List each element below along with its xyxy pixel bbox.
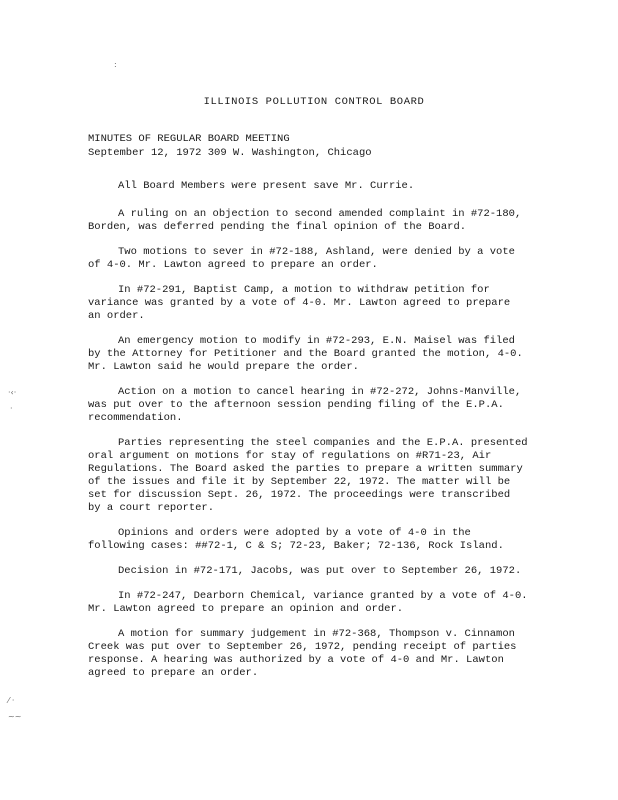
minutes-paragraph: Two motions to sever in #72-188, Ashland, were denied by a vote of 4-0. Mr. Lawton agreed to prepare an order.: [88, 246, 515, 271]
scan-mark: ~~: [8, 712, 22, 721]
minutes-paragraph: In #72-247, Dearborn Chemical, variance granted by a vote of 4-0. Mr. Lawton agreed to prepare an opinion and order.: [88, 590, 528, 615]
minutes-paragraph: A motion for summary judgement in #72-368, Thompson v. Cinnamon Creek was put over to September 26, 1972, pending receipt of parties response. A hearing was authorized by a vote of 4-0 and Mr. Lawton agreed to prepare an order.: [88, 628, 517, 679]
scan-mark: ·‹·: [8, 388, 17, 397]
minutes-paragraph: An emergency motion to modify in #72-293, E.N. Maisel was filed by the Attorney for Petitioner and the Board granted the motion, 4-0. Mr. Lawton said he would prepare the order.: [88, 335, 523, 373]
minutes-paragraph: Action on a motion to cancel hearing in #72-272, Johns-Manville, was put over to the afternoon session pending filing of the E.P.A. recommendation.: [88, 386, 522, 424]
minutes-paragraph: All Board Members were present save Mr. Currie.: [118, 180, 415, 192]
meeting-heading-line: MINUTES OF REGULAR BOARD MEETING: [88, 133, 290, 145]
minutes-body: [88, 180, 528, 680]
scan-mark: ·: [10, 404, 13, 413]
document-title: ILLINOIS POLLUTION CONTROL BOARD: [203, 96, 425, 108]
minutes-paragraph: Parties representing the steel companies and the E.P.A. presented oral argument on motions for stay of regulations on #R71-23, Air Regulations. The Board asked the parties to prepare a written summary of the issues and file it by September 22, 1972. The matter will be set for discussion Sept. 26, 1972. The proceedings were transcribed by a court reporter.: [88, 437, 528, 514]
meeting-date-location: September 12, 1972 309 W. Washington, Chicago: [88, 147, 372, 159]
minutes-paragraph: Decision in #72-171, Jacobs, was put over to September 26, 1972.: [118, 565, 522, 577]
scan-mark: :: [114, 60, 117, 69]
meeting-heading: [88, 132, 372, 160]
minutes-paragraph: In #72-291, Baptist Camp, a motion to withdraw petition for variance was granted by a vote of 4-0. Mr. Lawton agreed to prepare an order.: [88, 284, 511, 322]
minutes-paragraph: A ruling on an objection to second amended complaint in #72-180, Borden, was deferred pending the final opinion of the Board.: [88, 208, 522, 233]
minutes-paragraph: Opinions and orders were adopted by a vote of 4-0 in the following cases: ##72-1, C & S; 72-23, Baker; 72-136, Rock Island.: [88, 527, 504, 552]
scan-mark: ⁄ ·: [8, 696, 15, 705]
